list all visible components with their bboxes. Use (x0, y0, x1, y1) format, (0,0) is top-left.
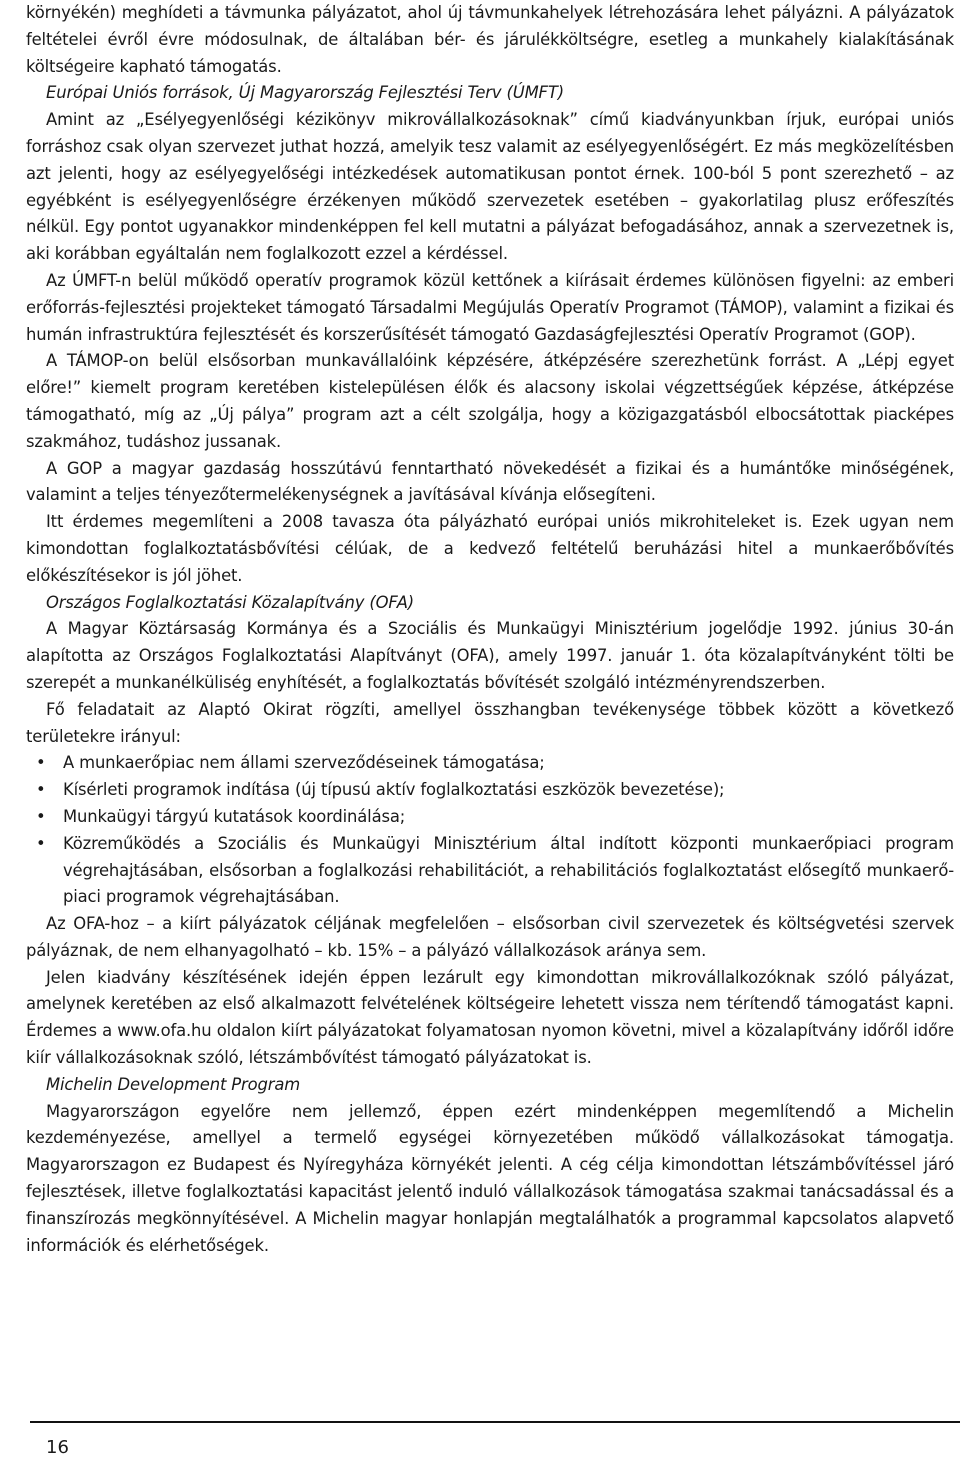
bullet-icon: • (36, 753, 46, 773)
paragraph-tamop: A TÁMOP-on belül elsősorban munkavállalóink képzésére, átképzésére szerezhetünk forrást. A „Lépj egyet előre!” kiemelt program keretében kistelepülésen élők és alacsony iskolai végzettségűek képzése, átképzése támogatható, míg az „Új pálya” program azt a célt szolgálja, hogy a közigazgatásból elbocsátottak piacképes szakmához, tudáshoz jussanak. (26, 351, 954, 451)
bullet-icon: • (36, 780, 46, 800)
paragraph-michelin: Magyarországon egyelőre nem jellemző, éppen ezért mindenképpen megemlítendő a Michelin kezdeményezése, amellyel a termelő egységei környezetében működő vállalkozásokat támogatja. Magyarorszagon ez Budapest és Nyíregyháza környékét jelenti. A cég célja kimondottan létszámbővítéssel járó fejlesztések, illetve foglalkoztatási kapacitást jelentő induló vállalkozások támogatása szakmai tanácsadással és a finanszírozás megkönnyítésével. A Michelin magyar honlapján megtalálhatók a programmal kapcsolatos alapvető információk és elérhetőségek. (26, 1101, 954, 1255)
list-item: • Közreműködés a Szociális és Munkaügyi Minisztérium által indított központi munkaerőpiaci program végrehajtásában, elsősorban a foglalkozási rehabilitációt, a rehabilitációs foglalkoztatást elősegítő munkaerő-piaci programok végrehajtásában. (26, 831, 954, 911)
heading-michelin: Michelin Development Program (46, 1074, 301, 1094)
page-body (26, 0, 954, 1259)
footer-divider (30, 1421, 960, 1423)
paragraph-ofa-tasks: Fő feladatait az Alaptó Okirat rögzíti, amellyel összhangban tevékenysége többek között a következő területekre irányul: (26, 699, 954, 746)
paragraph-ofa-applicants: Az OFA-hoz – a kiírt pályázatok céljának megfelelően – elsősorban civil szervezetek és költségvetési szervek pályáznak, de nem elhanyagolható – kb. 15% – a pályázó vállalkozások aránya sem. (26, 914, 954, 960)
bullet-icon: • (36, 806, 46, 826)
paragraph-equal-opportunity: Amint az „Esélyegyenlőségi kézikönyv mikrovállalkozásoknak” című kiadványunkban írjuk, európai uniós forráshoz csak olyan szervezet juthat hozzá, amelyik tesz valamit az esélyegyenlőségért. Ez más megközelítésben azt jelenti, hogy az esélyegyelőségi intézkedések automatikusan pontot érnek. 100-ból 5 pont szerezhető – az egyébként is esélyegyenlőségre érzékenyen működő szervezetek esetében – gyakorlatilag plusz erőfeszítés nélkül. Egy pontot ugyanakkor mindenképpen fel kell mutatni a pályázat befogadásához, annak a szervezetnek is, aki korábban egyáltalán nem foglalkozott ezzel a kérdéssel. (26, 110, 954, 264)
ofa-task-list (26, 750, 954, 911)
list-item: • A munkaerőpiac nem állami szerveződéseinek támogatása; (26, 750, 954, 777)
page-number: 16 (46, 1437, 69, 1458)
list-item: • Kísérleti programok indítása (új típusú aktív foglalkoztatási eszközök bevezetése); (26, 777, 954, 804)
heading-ofa: Országos Foglalkoztatási Közalapítvány (OFA) (46, 592, 415, 612)
paragraph-gop: A GOP a magyar gazdaság hosszútávú fenntartható növekedését a fizikai és a humántőke minőségének, valamint a teljes tényezőtermelékenységnek a javításával kívánja elősegíteni. (26, 458, 954, 505)
bullet-icon: • (36, 833, 46, 853)
paragraph-ofa-history: A Magyar Köztársaság Kormánya és a Szociális és Munkaügyi Minisztérium jogelődje 1992. június 30-án alapította az Országos Foglalkoztatási Alapítványt (OFA), amely 1997. január 1. óta közalapítványként tölti be szerepét a munkanélküliség enyhítését, a foglalkoztatás bővítését szolgáló intézményrendszerben. (26, 619, 954, 692)
paragraph-microcredit: Itt érdemes megemlíteni a 2008 tavasza óta pályázható európai uniós mikrohiteleket is. Ezek ugyan nem kimondottan foglalkoztatásbővítési célúak, de a kedvező feltételű beruházási hitel a munkaerőbővítés előkészítésekor is jól jöhet. (26, 512, 954, 585)
list-item: • Munkaügyi tárgyú kutatások koordinálása; (26, 804, 954, 831)
paragraph-ofa-current: Jelen kiadvány készítésének idején éppen lezárult egy kimondottan mikrovállalkozóknak szóló pályázat, amelynek keretében az első alkalmazott felvételének költségeire lehetett vissza nem térítendő támogatást kapni. Érdemes a www.ofa.hu oldalon kiírt pályázatokat folyamatosan nyomon követni, mivel a közalapítvány időről időre kiír vállalkozásoknak szóló, létszámbővítést támogató pályázatokat is. (26, 967, 954, 1068)
paragraph-operational-programs: Az ÚMFT-n belül működő operatív programok közül kettőnek a kiírásait érdemes különösen figyelni: az emberi erőforrás-fejlesztési projekteket támogató Társadalmi Megújulás Operatív Programot (TÁMOP), valamint a fizikai és humán infrastruktúra fejlesztését és korszerűsítését támogató Gazdaságfejlesztési Operatív Programot (GOP). (26, 270, 954, 344)
heading-eu-funds: Európai Uniós források, Új Magyarország Fejlesztési Terv (ÚMFT) (46, 83, 564, 103)
paragraph-telework-grants: környékén) meghídeti a távmunka pályázatot, ahol új távmunkahelyek létrehozására lehet pályázni. A pályázatok feltételei évről évre módosulnak, de általában bér- és járulékköltségre, esetleg a munkahely kialakításának költségeire kapható támogatás. (26, 3, 954, 76)
